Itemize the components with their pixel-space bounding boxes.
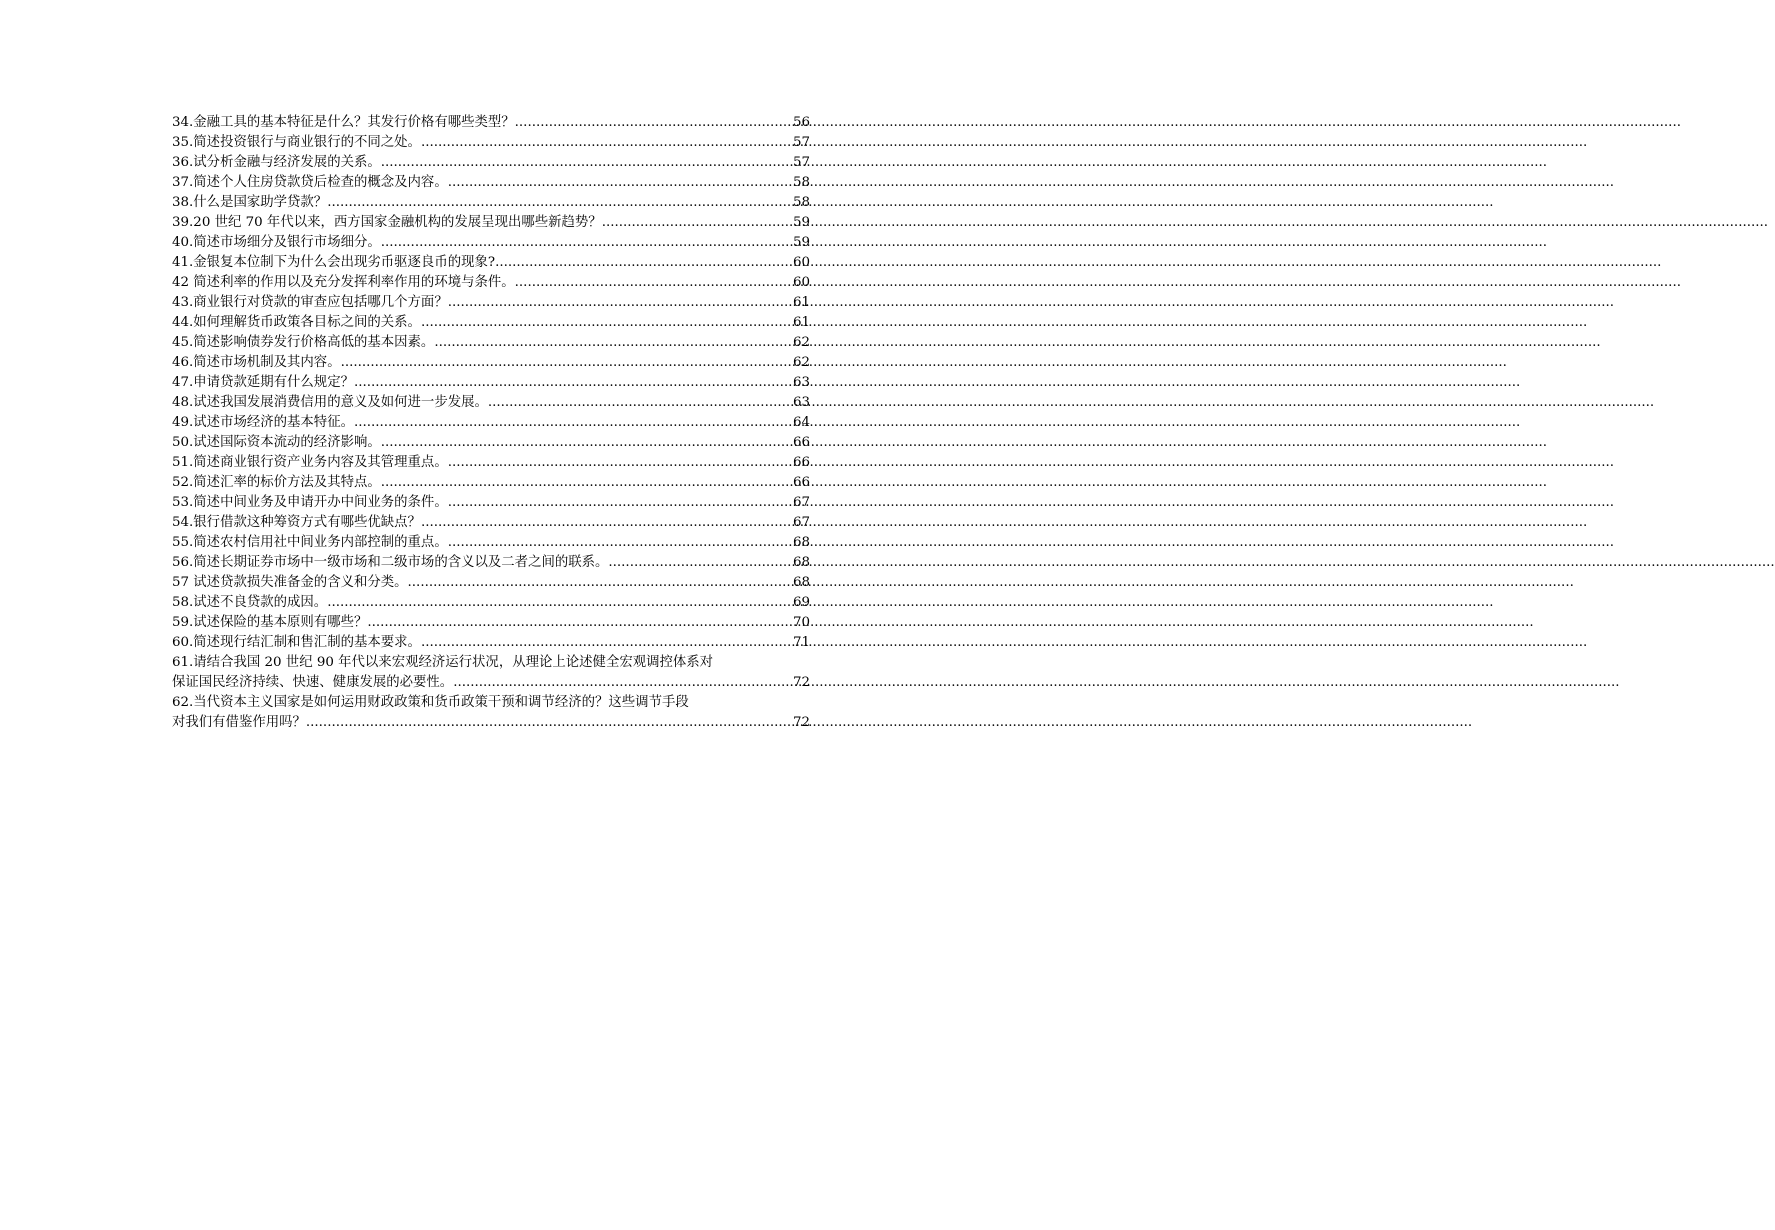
toc-dot-leader [327, 193, 792, 213]
toc-entry-title: 50.试述国际资本流动的经济影响。 [172, 435, 381, 450]
toc-entry-47[interactable] [172, 373, 810, 393]
toc-page-number: 61 [792, 315, 810, 330]
toc-dot-leader [495, 253, 792, 273]
toc-entry-42[interactable] [172, 273, 810, 293]
toc-page-number: 66 [792, 455, 810, 470]
toc-entry-title: 49.试述市场经济的基本特征。 [172, 415, 354, 430]
toc-entry-title: 48.试述我国发展消费信用的意义及如何进一步发展。 [172, 395, 488, 410]
toc-entry-title: 46.简述市场机制及其内容。 [172, 355, 341, 370]
toc-entry-59[interactable] [172, 613, 810, 633]
toc-page-number: 71 [792, 635, 810, 650]
toc-page-number: 72 [792, 715, 810, 730]
toc-dot-leader [448, 173, 792, 193]
toc-entry-title: 34.金融工具的基本特征是什么？其发行价格有哪些类型？ [172, 115, 515, 130]
toc-dot-leader [448, 493, 792, 513]
toc-page-number: 68 [792, 555, 810, 570]
toc-dot-leader [421, 313, 792, 333]
toc-dot-leader [306, 713, 792, 733]
toc-page-number: 69 [792, 595, 810, 610]
toc-entry-40[interactable] [172, 233, 810, 253]
toc-dot-leader [367, 613, 792, 633]
toc-dot-leader [381, 153, 792, 173]
toc-entry-35[interactable] [172, 133, 810, 153]
toc-page-number: 57 [792, 155, 810, 170]
toc-dot-leader [327, 593, 792, 613]
toc-dot-leader [341, 353, 792, 373]
toc-entry-title: 52.简述汇率的标价方法及其特点。 [172, 475, 381, 490]
toc-page-number: 64 [792, 415, 810, 430]
toc-entry-title: 51.简述商业银行资产业务内容及其管理重点。 [172, 455, 448, 470]
toc-entry-49[interactable] [172, 413, 810, 433]
toc-page-number: 62 [792, 335, 810, 350]
toc-dot-leader [448, 533, 792, 553]
toc-page-number: 68 [792, 575, 810, 590]
toc-entry-title: 40.简述市场细分及银行市场细分。 [172, 235, 381, 250]
toc-entry-62[interactable] [172, 693, 810, 733]
toc-entry-36[interactable] [172, 153, 810, 173]
toc-page-number: 58 [792, 175, 810, 190]
toc-page-number: 63 [792, 395, 810, 410]
toc-entry-37[interactable] [172, 173, 810, 193]
toc-entry-title-line1: 61.请结合我国 20 世纪 90 年代以来宏观经济运行状况，从理论上论述健全宏观调控体系对 [172, 655, 714, 670]
toc-entry-title: 39.20 世纪 70 年代以来，西方国家金融机构的发展呈现出哪些新趋势？ [172, 215, 602, 230]
toc-page-number: 57 [792, 135, 810, 150]
toc-dot-leader [421, 633, 792, 653]
toc-entry-44[interactable] [172, 313, 810, 333]
toc-page-number: 56 [792, 115, 810, 130]
toc-page-number: 72 [792, 675, 810, 690]
toc-entry-line2 [172, 713, 810, 733]
toc-entry-54[interactable] [172, 513, 810, 533]
toc-entry-60[interactable] [172, 633, 810, 653]
toc-entry-55[interactable] [172, 533, 810, 553]
toc-entry-56[interactable] [172, 553, 810, 573]
toc-entry-57[interactable] [172, 573, 810, 593]
toc-page-number: 61 [792, 295, 810, 310]
toc-entry-46[interactable] [172, 353, 810, 373]
toc-page-number: 62 [792, 355, 810, 370]
toc-entry-43[interactable] [172, 293, 810, 313]
toc-entry-title: 47.申请贷款延期有什么规定？ [172, 375, 354, 390]
toc-dot-leader [354, 373, 792, 393]
toc-page-number: 59 [792, 215, 810, 230]
toc-entry-53[interactable] [172, 493, 810, 513]
toc-dot-leader [408, 573, 792, 593]
toc-entry-title: 43.商业银行对贷款的审查应包括哪几个方面？ [172, 295, 448, 310]
toc-entry-title: 54.银行借款这种筹资方式有哪些优缺点？ [172, 515, 421, 530]
toc-entry-51[interactable] [172, 453, 810, 473]
toc-page-number: 66 [792, 435, 810, 450]
toc-entry-title: 56.简述长期证券市场中一级市场和二级市场的含义以及二者之间的联系。 [172, 555, 609, 570]
toc-entry-52[interactable] [172, 473, 810, 493]
toc-entry-48[interactable] [172, 393, 810, 413]
toc-entry-title-line2: 保证国民经济持续、快速、健康发展的必要性。 [172, 675, 454, 690]
toc-dot-leader [381, 233, 792, 253]
toc-entry-title: 59.试述保险的基本原则有哪些？ [172, 615, 368, 630]
toc-dot-leader [434, 333, 792, 353]
table-of-contents [172, 113, 810, 733]
toc-page-number: 58 [792, 195, 810, 210]
toc-dot-leader [488, 393, 792, 413]
toc-page-number: 68 [792, 535, 810, 550]
toc-entry-50[interactable] [172, 433, 810, 453]
toc-dot-leader [448, 293, 792, 313]
toc-entry-58[interactable] [172, 593, 810, 613]
toc-dot-leader [381, 473, 792, 493]
toc-entry-title: 58.试述不良贷款的成因。 [172, 595, 328, 610]
toc-entry-title: 36.试分析金融与经济发展的关系。 [172, 155, 381, 170]
toc-entry-title: 53.简述中间业务及申请开办中间业务的条件。 [172, 495, 448, 510]
toc-entry-title: 44.如何理解货币政策各目标之间的关系。 [172, 315, 421, 330]
toc-page-number: 63 [792, 375, 810, 390]
toc-page-number: 60 [792, 255, 810, 270]
toc-dot-leader [448, 453, 792, 473]
toc-entry-title: 38.什么是国家助学贷款？ [172, 195, 328, 210]
toc-entry-45[interactable] [172, 333, 810, 353]
toc-entry-title: 45.简述影响债券发行价格高低的基本因素。 [172, 335, 435, 350]
toc-entry-title: 35.简述投资银行与商业银行的不同之处。 [172, 135, 421, 150]
toc-entry-line2 [172, 673, 810, 693]
toc-entry-39[interactable] [172, 213, 810, 233]
toc-dot-leader [421, 513, 792, 533]
toc-dot-leader [602, 213, 792, 233]
toc-entry-61[interactable] [172, 653, 810, 693]
toc-entry-title: 41.金银复本位制下为什么会出现劣币驱逐良币的现象? [172, 255, 496, 270]
toc-dot-leader [608, 553, 792, 573]
toc-entry-34[interactable] [172, 113, 810, 133]
toc-entry-title-line2: 对我们有借鉴作用吗？ [172, 715, 306, 730]
toc-page-number: 67 [792, 515, 810, 530]
toc-page-number: 66 [792, 475, 810, 490]
toc-dot-leader [515, 273, 792, 293]
toc-dot-leader [381, 433, 792, 453]
toc-entry-41[interactable] [172, 253, 810, 273]
toc-dot-leader [354, 413, 792, 433]
toc-page-number: 59 [792, 235, 810, 250]
toc-dot-leader [421, 133, 792, 153]
toc-entry-title: 60.简述现行结汇制和售汇制的基本要求。 [172, 635, 421, 650]
toc-entry-title: 37.简述个人住房贷款贷后检查的概念及内容。 [172, 175, 448, 190]
toc-entry-38[interactable] [172, 193, 810, 213]
toc-page-number: 67 [792, 495, 810, 510]
toc-page-number: 70 [792, 615, 810, 630]
toc-dot-leader [453, 673, 792, 693]
toc-dot-leader [515, 113, 792, 133]
toc-entry-title: 55.简述农村信用社中间业务内部控制的重点。 [172, 535, 448, 550]
toc-page-number: 60 [792, 275, 810, 290]
toc-entry-title: 42 简述利率的作用以及充分发挥利率作用的环境与条件。 [172, 275, 515, 290]
toc-entry-title: 57 试述贷款损失准备金的含义和分类。 [172, 575, 408, 590]
toc-entry-title-line1: 62.当代资本主义国家是如何运用财政政策和货币政策干预和调节经济的？这些调节手段 [172, 695, 689, 710]
